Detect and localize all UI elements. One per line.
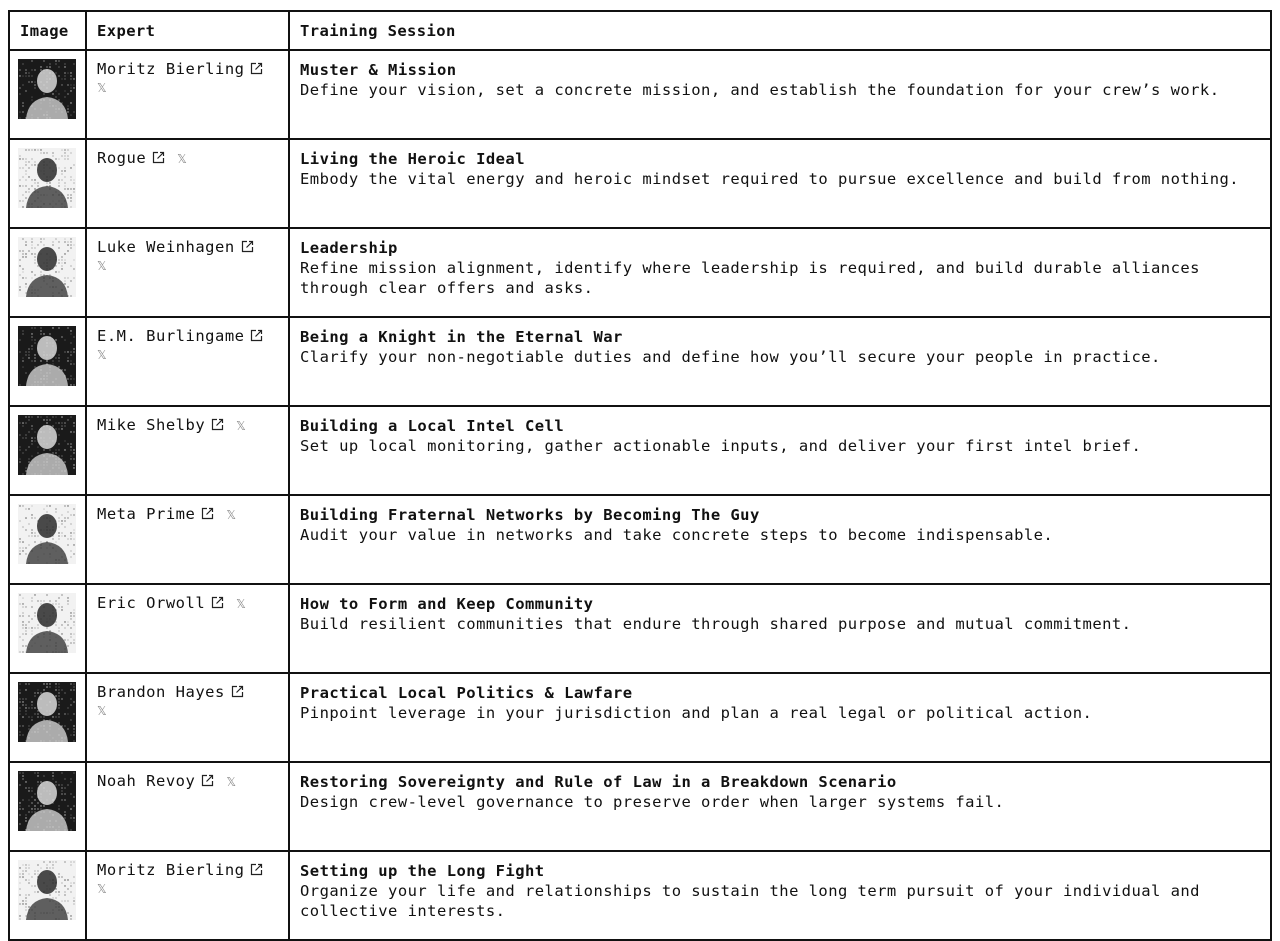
external-link-icon[interactable] bbox=[235, 238, 254, 256]
portrait-moritz-bierling bbox=[18, 860, 85, 920]
expert-cell bbox=[86, 584, 289, 673]
x-logo-icon[interactable]: 𝕏 bbox=[226, 775, 237, 789]
session-cell bbox=[289, 50, 1271, 139]
expert-name[interactable]: Luke Weinhagen bbox=[97, 238, 235, 256]
x-logo-icon[interactable]: 𝕏 bbox=[97, 81, 108, 95]
expert-cell bbox=[86, 406, 289, 495]
external-link-icon[interactable] bbox=[205, 416, 224, 434]
session-title: Leadership bbox=[300, 239, 398, 257]
x-logo-icon[interactable]: 𝕏 bbox=[97, 259, 108, 273]
external-link-icon[interactable] bbox=[205, 594, 224, 612]
session-description: Clarify your non-negotiable duties and define how you’ll secure your people in practice. bbox=[300, 348, 1161, 366]
table-row bbox=[9, 228, 1271, 317]
session-description: Define your vision, set a concrete mission, and establish the foundation for your crew’s work. bbox=[300, 81, 1220, 99]
session-cell bbox=[289, 762, 1271, 851]
session-description: Design crew-level governance to preserve order when larger systems fail. bbox=[300, 793, 1005, 811]
portrait-brandon-hayes bbox=[18, 682, 85, 742]
expert-cell bbox=[86, 762, 289, 851]
table-row bbox=[9, 317, 1271, 406]
session-description: Embody the vital energy and heroic mindset required to pursue excellence and build from nothing. bbox=[300, 170, 1240, 188]
x-logo-icon[interactable]: 𝕏 bbox=[97, 704, 108, 718]
table-row bbox=[9, 584, 1271, 673]
portrait-rogue bbox=[18, 148, 85, 208]
expert-name[interactable]: Moritz Bierling bbox=[97, 861, 245, 879]
portrait-noah-revoy bbox=[18, 771, 85, 831]
expert-name[interactable]: E.M. Burlingame bbox=[97, 327, 245, 345]
expert-image-cell bbox=[9, 317, 86, 406]
column-header-image: Image bbox=[9, 11, 86, 50]
external-link-icon[interactable] bbox=[146, 149, 165, 167]
expert-image-cell bbox=[9, 406, 86, 495]
column-header-expert: Expert bbox=[86, 11, 289, 50]
session-cell bbox=[289, 851, 1271, 940]
session-description: Pinpoint leverage in your jurisdiction and plan a real legal or political action. bbox=[300, 704, 1093, 722]
expert-image-cell bbox=[9, 673, 86, 762]
expert-image-cell bbox=[9, 139, 86, 228]
table-row bbox=[9, 851, 1271, 940]
sessions-table bbox=[8, 10, 1272, 941]
table-row bbox=[9, 673, 1271, 762]
portrait-meta-prime bbox=[18, 504, 85, 564]
expert-image-cell bbox=[9, 584, 86, 673]
expert-name[interactable]: Meta Prime bbox=[97, 505, 196, 523]
session-cell bbox=[289, 584, 1271, 673]
session-description: Organize your life and relationships to sustain the long term pursuit of your individual and collective interests. bbox=[300, 882, 1200, 920]
x-logo-icon[interactable]: 𝕏 bbox=[97, 348, 108, 362]
expert-name[interactable]: Rogue bbox=[97, 149, 147, 167]
session-cell bbox=[289, 139, 1271, 228]
external-link-icon[interactable] bbox=[195, 505, 214, 523]
expert-name[interactable]: Moritz Bierling bbox=[97, 60, 245, 78]
expert-image-cell bbox=[9, 762, 86, 851]
session-cell bbox=[289, 673, 1271, 762]
table-header-row bbox=[9, 11, 1271, 50]
column-header-session: Training Session bbox=[289, 11, 1271, 50]
expert-image-cell bbox=[9, 228, 86, 317]
session-description: Set up local monitoring, gather actionable inputs, and deliver your first intel brief. bbox=[300, 437, 1142, 455]
external-link-icon[interactable] bbox=[244, 60, 263, 78]
expert-cell bbox=[86, 228, 289, 317]
session-description: Build resilient communities that endure through shared purpose and mutual commitment. bbox=[300, 615, 1132, 633]
expert-image-cell bbox=[9, 50, 86, 139]
session-description: Refine mission alignment, identify where leadership is required, and build durable alliances through clear offers and asks. bbox=[300, 259, 1200, 297]
session-title: Building Fraternal Networks by Becoming The Guy bbox=[300, 506, 760, 524]
portrait-eric-orwoll bbox=[18, 593, 85, 653]
x-logo-icon[interactable]: 𝕏 bbox=[236, 597, 247, 611]
session-title: Being a Knight in the Eternal War bbox=[300, 328, 623, 346]
expert-name[interactable]: Noah Revoy bbox=[97, 772, 196, 790]
session-title: Practical Local Politics & Lawfare bbox=[300, 684, 633, 702]
expert-name[interactable]: Mike Shelby bbox=[97, 416, 206, 434]
external-link-icon[interactable] bbox=[244, 327, 263, 345]
expert-cell bbox=[86, 495, 289, 584]
expert-cell bbox=[86, 673, 289, 762]
sessions-table-container bbox=[8, 10, 1270, 941]
portrait-luke-weinhagen bbox=[18, 237, 85, 297]
table-row bbox=[9, 406, 1271, 495]
table-row bbox=[9, 762, 1271, 851]
portrait-moritz-bierling bbox=[18, 59, 85, 119]
session-description: Audit your value in networks and take concrete steps to become indispensable. bbox=[300, 526, 1054, 544]
x-logo-icon[interactable]: 𝕏 bbox=[97, 882, 108, 896]
x-logo-icon[interactable]: 𝕏 bbox=[226, 508, 237, 522]
session-cell bbox=[289, 228, 1271, 317]
x-logo-icon[interactable]: 𝕏 bbox=[177, 152, 188, 166]
session-title: Setting up the Long Fight bbox=[300, 862, 545, 880]
portrait-mike-shelby bbox=[18, 415, 85, 475]
expert-cell bbox=[86, 851, 289, 940]
table-row bbox=[9, 50, 1271, 139]
expert-image-cell bbox=[9, 495, 86, 584]
session-title: Muster & Mission bbox=[300, 61, 457, 79]
session-cell bbox=[289, 406, 1271, 495]
expert-cell bbox=[86, 317, 289, 406]
session-title: How to Form and Keep Community bbox=[300, 595, 594, 613]
expert-name[interactable]: Eric Orwoll bbox=[97, 594, 206, 612]
session-cell bbox=[289, 495, 1271, 584]
expert-image-cell bbox=[9, 851, 86, 940]
expert-cell bbox=[86, 50, 289, 139]
session-title: Restoring Sovereignty and Rule of Law in a Breakdown Scenario bbox=[300, 773, 897, 791]
external-link-icon[interactable] bbox=[225, 683, 244, 701]
expert-cell bbox=[86, 139, 289, 228]
table-body bbox=[9, 50, 1271, 940]
session-title: Building a Local Intel Cell bbox=[300, 417, 565, 435]
x-logo-icon[interactable]: 𝕏 bbox=[236, 419, 247, 433]
external-link-icon[interactable] bbox=[244, 861, 263, 879]
session-cell bbox=[289, 317, 1271, 406]
table-row bbox=[9, 139, 1271, 228]
portrait-em-burlingame bbox=[18, 326, 85, 386]
session-title: Living the Heroic Ideal bbox=[300, 150, 525, 168]
external-link-icon[interactable] bbox=[195, 772, 214, 790]
expert-name[interactable]: Brandon Hayes bbox=[97, 683, 225, 701]
table-row bbox=[9, 495, 1271, 584]
